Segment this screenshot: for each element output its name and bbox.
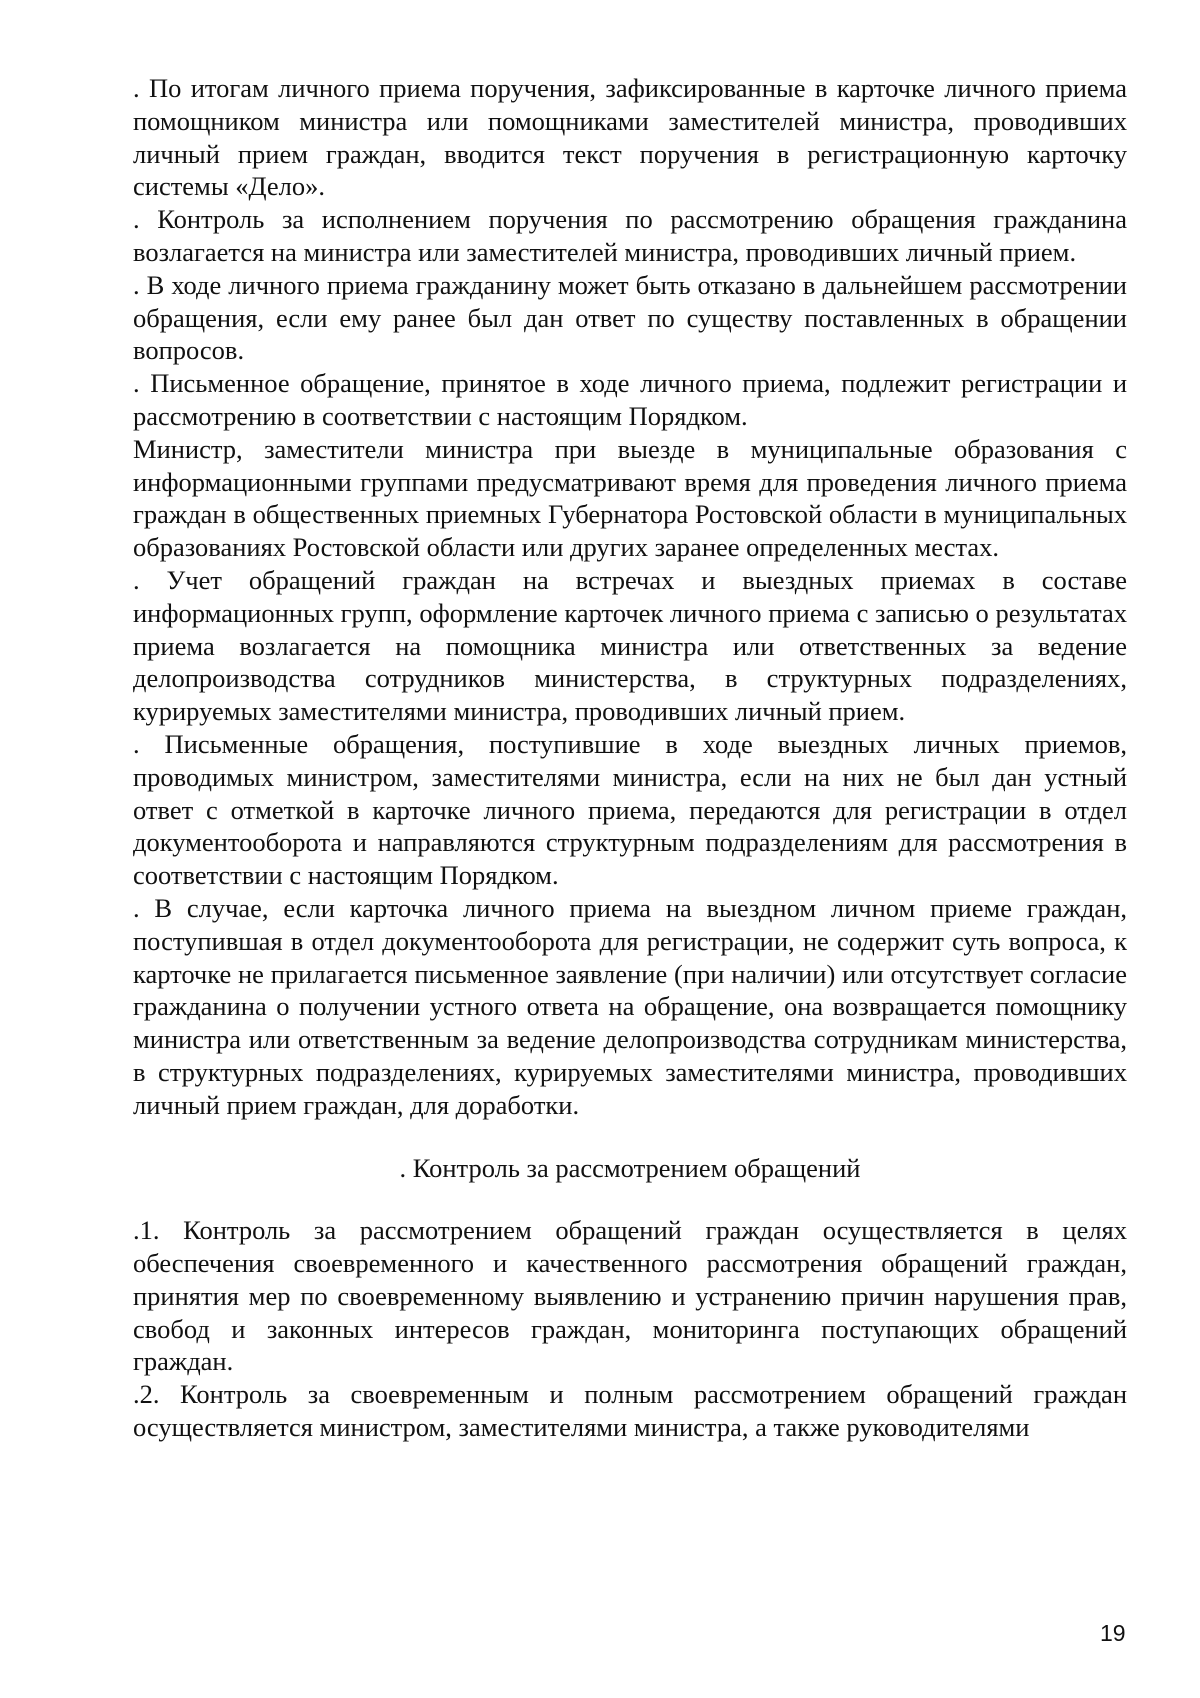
paragraph-written-appeals-field: . Письменные обращения, поступившие в ходе выездных личных приемов, проводимых министром, заместителями министра, если на них не был дан устный ответ с отметкой в карточке личного приема, передаются для регистрации в отдел документооборота и направляются структурным подразделениям для рассмотрения в соответствии с настоящим Порядком. — [133, 728, 1127, 891]
paragraph-control-of-execution: . Контроль за исполнением поручения по рассмотрению обращения гражданина возлагается на министра или заместителей министра, проводивших личный прием. — [133, 204, 1127, 267]
paragraph-appeals-accounting: . Учет обращений граждан на встречах и выездных приемах в составе информационных групп, оформление карточек личного приема с записью о результатах приема возлагается на помощника министра или ответственных за ведение делопроизводства сотрудников министерства, в структурных подразделениях, курируемых заместителями министра, проводивших личный прием. — [133, 564, 1127, 727]
paragraph-personal-reception-instructions: . По итогам личного приема поручения, зафиксированные в карточке личного приема помощником министра или помощниками заместителей министра, проводивших личный прием граждан, вводится текст поручения в регистрационную карточку системы «Дело». — [133, 73, 1127, 202]
section-heading: . Контроль за рассмотрением обращений — [399, 1152, 861, 1183]
page-number: 19 — [1100, 1620, 1126, 1646]
document-page — [133, 72, 1127, 1444]
paragraph-card-return: . В случае, если карточка личного приема на выездном личном приеме граждан, поступившая в отдел документооборота для регистрации, не содержит суть вопроса, к карточке не прилагается письменное заявление (при наличии) или отсутствует согласие гражданина о получении устного ответа на обращение, она возвращается помощнику министра или ответственным за ведение делопроизводства сотрудникам министерства, в структурных подразделениях, курируемых заместителями министра, проводивших личный прием граждан, для доработки. — [133, 892, 1127, 1120]
paragraph-written-appeal-registration: . Письменное обращение, принятое в ходе личного приема, подлежит регистрации и рассмотрению в соответствии с настоящим Порядком. — [133, 368, 1127, 431]
paragraph-control-purpose: .1. Контроль за рассмотрением обращений граждан осуществляется в целях обеспечения своевременного и качественного рассмотрения обращений граждан, принятия мер по своевременному выявлению и устранению причин нарушения прав, свобод и законных интересов граждан, мониторинга поступающих обращений граждан. — [133, 1215, 1127, 1377]
paragraph-refusal-of-consideration: . В ходе личного приема гражданину может быть отказано в дальнейшем рассмотрении обращения, если ему ранее был дан ответ по существу поставленных в обращении вопросов. — [133, 269, 1127, 366]
paragraph-field-reception-time: Министр, заместители министра при выезде в муниципальные образования с информационными группами предусматривают время для проведения личного приема граждан в общественных приемных Губернатора Ростовской области в муниципальных образованиях Ростовской области или других заранее определенных местах. — [133, 433, 1127, 563]
paragraph-control-responsible: .2. Контроль за своевременным и полным рассмотрением обращений граждан осуществляется министром, заместителями министра, а также руководителями — [133, 1379, 1127, 1443]
